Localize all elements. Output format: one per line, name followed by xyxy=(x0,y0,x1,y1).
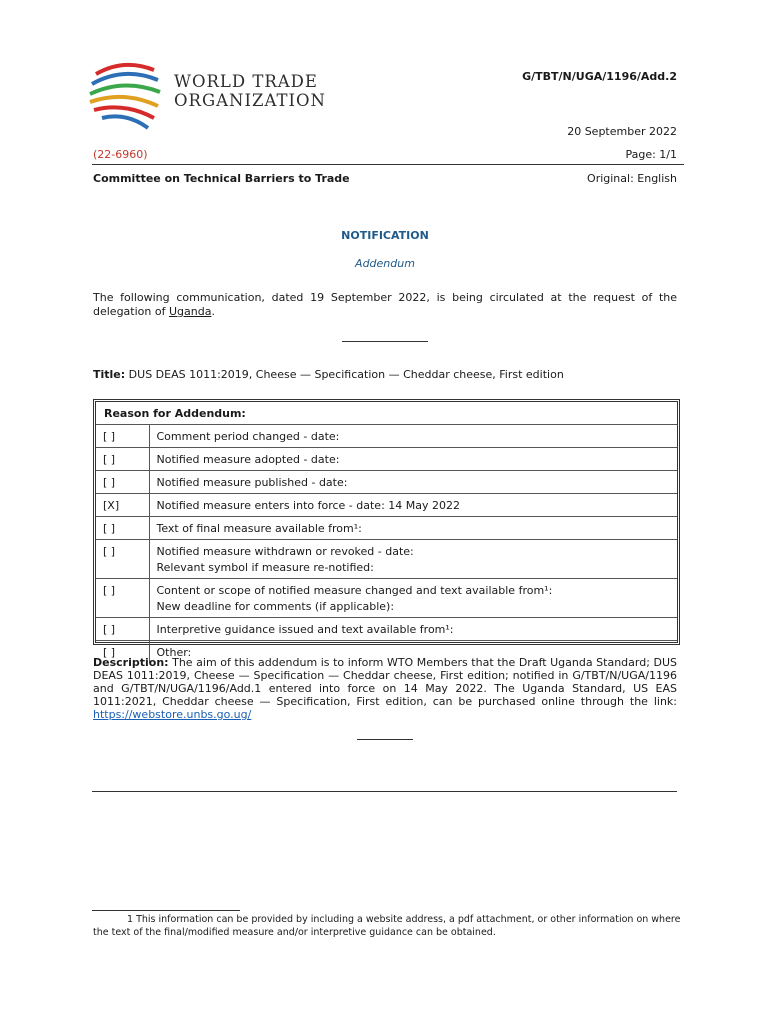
document-number: (22-6960) xyxy=(93,148,148,161)
checkbox-mark: [ ] xyxy=(96,641,149,664)
reason-text xyxy=(149,425,677,448)
reason-text xyxy=(149,471,677,494)
table-row xyxy=(96,448,677,471)
checkbox-mark: [ ] xyxy=(96,448,149,471)
table-row xyxy=(96,540,677,579)
footnote-divider xyxy=(92,910,240,911)
wto-logo xyxy=(84,56,344,136)
org-name-line2: ORGANIZATION xyxy=(174,91,326,110)
document-symbol: G/TBT/N/UGA/1196/Add.2 xyxy=(522,70,677,83)
reason-line: Other: xyxy=(156,646,192,659)
addendum-subheading: Addendum xyxy=(355,257,415,270)
wto-emblem-icon xyxy=(84,56,174,136)
reason-text xyxy=(149,579,677,618)
committee-name: Committee on Technical Barriers to Trade xyxy=(93,172,350,185)
reason-line: Comment period changed - date: xyxy=(156,430,340,443)
member-name: Uganda xyxy=(168,305,212,318)
original-language: Original: English xyxy=(587,172,677,185)
checkbox-mark: [ ] xyxy=(96,517,149,540)
reason-line: Interpretive guidance issued and text available from¹: xyxy=(156,623,454,636)
header-divider xyxy=(92,164,684,165)
section-divider xyxy=(342,341,428,342)
reason-text xyxy=(149,540,677,579)
reason-line-2: Relevant symbol if measure re-notified: xyxy=(156,561,374,574)
checkbox-mark: [ ] xyxy=(96,618,149,641)
document-date: 20 September 2022 xyxy=(567,125,677,138)
intro-paragraph xyxy=(93,291,677,319)
reason-line: Notified measure adopted - date: xyxy=(156,453,340,466)
title-value: DUS DEAS 1011:2019, Cheese — Specification — Cheddar cheese, First edition xyxy=(125,368,564,381)
page-divider xyxy=(92,791,677,792)
description-text: The aim of this addendum is to inform WTO Members that the Draft Uganda Standard; DUS DEAS 1011:2019, Cheese — Specification — Cheddar cheese, First edition; notified in G/TBT/N/UGA/1196 and G/TBT/N/UGA/1196/Add.1 entered into force on 14 May 2022. The Uganda Standard, US EAS 1011:2021, Cheddar cheese — Specification, First edition, can be purchased online through the link: xyxy=(93,656,677,708)
reason-line: Notified measure published - date: xyxy=(156,476,348,489)
table-row xyxy=(96,618,677,641)
reason-line: Notified measure enters into force - date: 14 May 2022 xyxy=(156,499,461,512)
checkbox-mark: [X] xyxy=(96,494,149,517)
reason-text xyxy=(149,448,677,471)
end-divider xyxy=(357,739,413,740)
checkbox-mark: [ ] xyxy=(96,425,149,448)
reason-line: Text of final measure available from¹: xyxy=(156,522,362,535)
organization-name xyxy=(174,72,326,110)
reason-text xyxy=(149,494,677,517)
title-line xyxy=(93,368,677,381)
description-paragraph xyxy=(93,656,677,721)
reason-line: Notified measure withdrawn or revoked - date: xyxy=(156,545,414,558)
intro-end: . xyxy=(211,305,215,318)
reason-table xyxy=(96,424,677,663)
reason-for-addendum-box xyxy=(93,399,680,659)
reason-heading: Reason for Addendum: xyxy=(104,407,246,420)
table-row xyxy=(96,425,677,448)
reason-text xyxy=(149,618,677,641)
intro-text: The following communication, dated 19 September 2022, is being circulated at the request of the delegation of xyxy=(93,291,677,318)
table-row xyxy=(96,517,677,540)
description-label: Description: xyxy=(93,656,169,669)
reason-line: Content or scope of notified measure changed and text available from¹: xyxy=(156,584,553,597)
table-row xyxy=(96,494,677,517)
page-indicator: Page: 1/1 xyxy=(625,148,677,161)
notification-heading: NOTIFICATION xyxy=(341,229,429,242)
checkbox-mark: [ ] xyxy=(96,540,149,579)
table-row xyxy=(96,471,677,494)
checkbox-mark: [ ] xyxy=(96,471,149,494)
webstore-link[interactable]: https://webstore.unbs.go.ug/ xyxy=(93,708,252,721)
title-label: Title: xyxy=(93,368,126,381)
org-name-line1: WORLD TRADE xyxy=(174,72,318,91)
table-row xyxy=(96,579,677,618)
footnote: 1 This information can be provided by including a website address, a pdf attachment, or other information on where the text of the final/modified measure and/or interpretive guidance can be obtained. xyxy=(93,914,681,938)
reason-line-2: New deadline for comments (if applicable): xyxy=(156,600,395,613)
reason-text xyxy=(149,517,677,540)
checkbox-mark: [ ] xyxy=(96,579,149,618)
